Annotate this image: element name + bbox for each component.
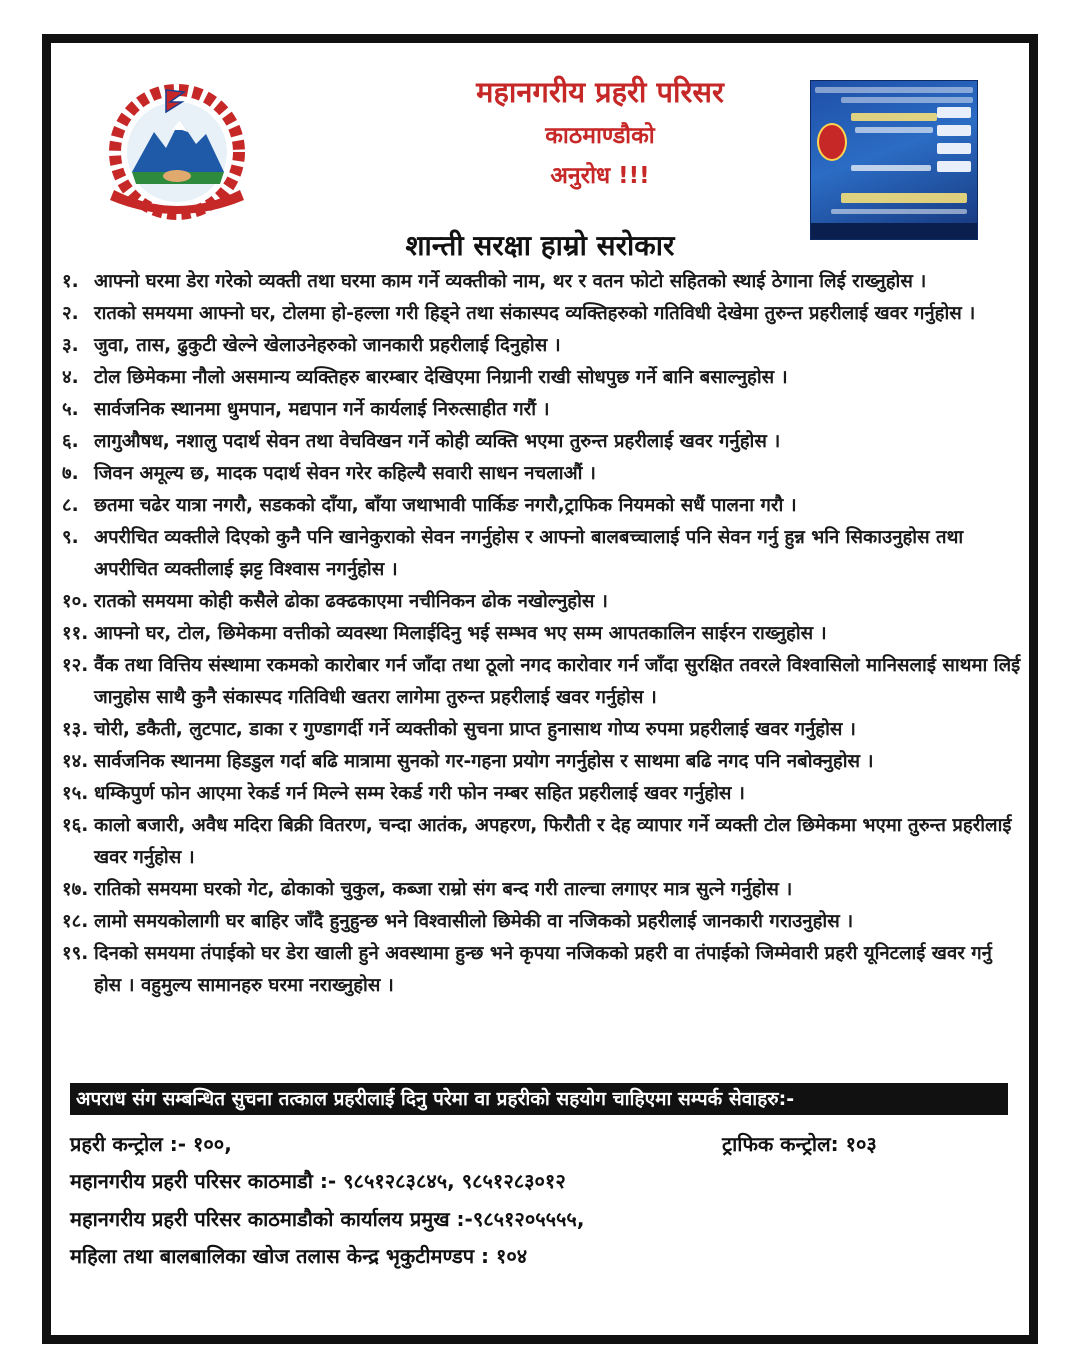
list-item <box>62 394 1024 426</box>
contact-banner: अपराध संग सम्बन्धित सुचना तत्काल प्रहरीलाई दिनु परेमा वा प्रहरीको सहयोग चाहिएमा सम्पर्क सेवाहरु:- <box>70 1083 1008 1115</box>
mpr-kathmandu-number: महानगरीय प्रहरी परिसर काठमाडौ :- ९८५१२८३८४५, ९८५१२८३०१२ <box>70 1169 566 1193</box>
list-item-number: ६. <box>62 431 79 452</box>
list-item-number: ८. <box>62 495 79 516</box>
list-item <box>62 426 1024 458</box>
list-item <box>62 362 1024 394</box>
list-item-text: धम्किपुर्ण फोन आएमा रेकर्ड गर्न मिल्ने सम्म रेकर्ड गरी फोन नम्बर सहित प्रहरीलाई खवर गर्नुहोस । <box>94 783 745 804</box>
community-police-poster-image <box>810 80 978 240</box>
list-item-text: वैंक तथा वित्तिय संस्थामा रकमको कारोबार गर्न जाँदा तथा ठूलो नगद कारोवार गर्न जाँदा सुरक्षित तवरले विश्वासिलो मानिसलाई साथमा लिई जानुहोस साथै कुनै संकास्पद गतिविधी खतरा लागेमा तुरुन्त प्रहरीलाई खवर गर्नुहोस । <box>94 655 1021 708</box>
list-item-number: १०. <box>62 591 89 612</box>
list-item-text: जिवन अमूल्य छ, मादक पदार्थ सेवन गरेर कहिल्यै सवारी साधन नचलाऔं । <box>94 463 596 484</box>
list-item-number: ५. <box>62 399 79 420</box>
list-item-number: ७. <box>62 463 79 484</box>
list-item <box>62 906 1024 938</box>
office-chief-number: महानगरीय प्रहरी परिसर काठमाडौको कार्यालय प्रमुख :-९८५१२०५५५५, <box>70 1207 585 1231</box>
list-item <box>62 714 1024 746</box>
request-list <box>62 266 1024 1002</box>
list-item-number: ११. <box>62 623 89 644</box>
list-item-text: सार्वजनिक स्थानमा हिडडुल गर्दा बढि मात्रामा सुनको गर-गहना प्रयोग नगर्नुहोस र साथमा बढि नगद पनि नबोक्नुहोस । <box>94 751 874 772</box>
list-item <box>62 586 1024 618</box>
list-item-text: दिनको समयमा तंपाईको घर डेरा खाली हुने अवस्थामा हुन्छ भने कृपया नजिकको प्रहरी वा तंपाईको जिम्मेवारी प्रहरी यूनिटलाई खवर गर्नु होस । वहुमुल्य सामानहरु घरमा नराख्नुहोस । <box>94 943 992 996</box>
list-item <box>62 522 1024 586</box>
list-item-number: १५. <box>62 783 89 804</box>
list-item <box>62 266 1024 298</box>
title-request: अनुरोध !!! <box>550 163 650 189</box>
list-item-text: टोल छिमेकमा नौलो असमान्य व्यक्तिहरु बारम्बार देखिएमा निग्रानी राखी सोधपुछ गर्ने बानि बसाल्नुहोस । <box>94 367 788 388</box>
list-item-text: आफ्नो घर, टोल, छिमेकमा वत्तीको व्यवस्था मिलाईदिनु भई सम्भव भए सम्म आपतकालिन साईरन राख्नुहोस । <box>94 623 827 644</box>
title-police-range: महानगरीय प्रहरी परिसर <box>476 75 724 109</box>
list-item <box>62 938 1024 1002</box>
list-item-number: १७. <box>62 879 89 900</box>
list-item-number: १९. <box>62 943 89 964</box>
list-item-text: लागुऔषध, नशालु पदार्थ सेवन तथा वेचविखन गर्ने कोही व्यक्ति भएमा तुरुन्त प्रहरीलाई खवर गर्नुहोस । <box>94 431 781 452</box>
list-item <box>62 778 1024 810</box>
list-item <box>62 874 1024 906</box>
list-item-number: १८. <box>62 911 89 932</box>
list-item-text: रातको समयमा आफ्नो घर, टोलमा हो-हल्ला गरी हिड्ने तथा संकास्पद व्यक्तिहरुको गतिविधी देखेमा तुरुन्त प्रहरीलाई खवर गर्नुहोस । <box>94 303 976 324</box>
list-item-text: कालो बजारी, अवैध मदिरा बिक्री वितरण, चन्दा आतंक, अपहरण, फिरौती र देह व्यापार गर्ने व्यक्ती टोल छिमेकमा भएमा तुरुन्त प्रहरीलाई खवर गर्नुहोस । <box>94 815 1012 868</box>
police-control-number: प्रहरी कन्ट्रोल :- १००, <box>70 1132 232 1156</box>
traffic-control-number: ट्राफिक कन्ट्रोल: १०३ <box>722 1132 877 1156</box>
list-item-number: २. <box>62 303 79 324</box>
list-item <box>62 458 1024 490</box>
list-item <box>62 650 1024 714</box>
list-item-number: १४. <box>62 751 89 772</box>
subtitle: शान्ती सरक्षा हाम्रो सरोकार <box>405 229 675 262</box>
list-item-text: चोरी, डकैती, लुटपाट, डाका र गुण्डागर्दी गर्ने व्यक्तीको सुचना प्राप्त हुनासाथ गोप्य रुपमा प्रहरीलाई खवर गर्नुहोस । <box>94 719 856 740</box>
women-children-center-number: महिला तथा बालबालिका खोज तलास केन्द्र भृकुटीमण्डप : १०४ <box>70 1244 528 1268</box>
title-kathmandu: काठमाण्डौको <box>545 123 655 149</box>
list-item-text: सार्वजनिक स्थानमा धुमपान, मद्यपान गर्ने कार्यलाई निरुत्साहीत गरौं । <box>94 399 550 420</box>
list-item-text: जुवा, तास, ढुकुटी खेल्ने खेलाउनेहरुको जानकारी प्रहरीलाई दिनुहोस । <box>94 335 561 356</box>
list-item <box>62 330 1024 362</box>
list-item-number: १३. <box>62 719 89 740</box>
list-item-number: ३. <box>62 335 79 356</box>
list-item <box>62 618 1024 650</box>
list-item-text: रातको समयमा कोही कसैले ढोका ढक्ढकाएमा नचीनिकन ढोक नखोल्नुहोस । <box>94 591 608 612</box>
list-item <box>62 298 1024 330</box>
list-item-number: ९. <box>62 527 79 548</box>
list-item-text: रातिको समयमा घरको गेट, ढोकाको चुकुल, कब्जा राम्रो संग बन्द गरी ताल्चा लगाएर मात्र सुत्ने गर्नुहोस । <box>94 879 793 900</box>
list-item <box>62 746 1024 778</box>
list-item-number: १. <box>62 271 79 292</box>
list-item-number: १२. <box>62 655 89 676</box>
list-item-text: लामो समयकोलागी घर बाहिर जाँदै हुनुहुन्छ भने विश्वासीलो छिमेकी वा नजिकको प्रहरीलाई जानकारी गराउनुहोस । <box>94 911 854 932</box>
list-item <box>62 490 1024 522</box>
list-item <box>62 810 1024 874</box>
list-item-text: आफ्नो घरमा डेरा गरेको व्यक्ती तथा घरमा काम गर्ने व्यक्तीको नाम, थर र वतन फोटो सहितको स्थाई ठेगाना लिई राख्नुहोस । <box>94 271 927 292</box>
list-item-number: ४. <box>62 367 79 388</box>
list-item-number: १६. <box>62 815 89 836</box>
list-item-text: छतमा चढेर यात्रा नगरौ, सडकको दाँया, बाँया जथाभावी पार्किङ नगरौ,ट्राफिक नियमको सधैं पालना गरौ । <box>94 495 797 516</box>
list-item-text: अपरीचित व्यक्तीले दिएको कुनै पनि खानेकुराको सेवन नगर्नुहोस र आफ्नो बालबच्चालाई पनि सेवन गर्नु हुन्न भनि सिकाउनुहोस तथा अपरीचित व्यक्तीलाई झट्ट विश्वास नगर्नुहोस । <box>94 527 964 580</box>
